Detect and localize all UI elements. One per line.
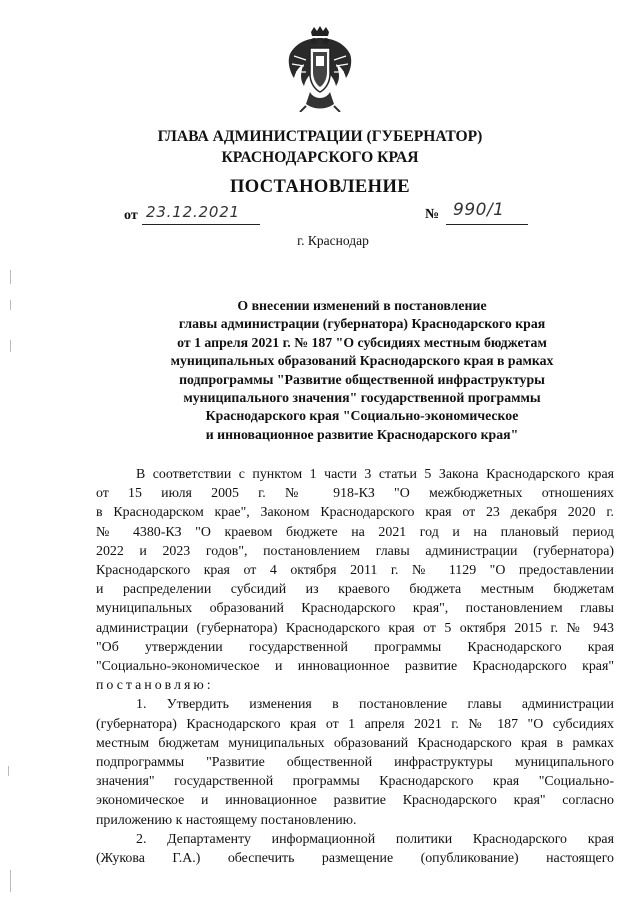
scan-mark	[10, 300, 11, 310]
title-line: муниципального значения" государственной программы	[183, 390, 541, 406]
title-line: муниципальных образований Краснодарского края в рамках	[170, 353, 554, 369]
body-line: муниципальных образований Краснодарского края", постановлением главы	[96, 601, 614, 617]
number-value: 990/1	[453, 200, 505, 220]
body-line: и распределении субсидий из краевого бюджета местным бюджетам	[96, 582, 614, 598]
document-type: ПОСТАНОВЛЕНИЕ	[229, 177, 410, 197]
body-line: значения" государственной программы Краснодарского края "Социально-	[96, 774, 614, 790]
body-line: (Жукова Г.А.) обеспечить размещение (опубликование) настоящего	[96, 851, 614, 867]
body-line: приложению к настоящему постановлению.	[96, 812, 357, 828]
scan-mark	[10, 270, 11, 284]
body-line: "Об утверждении государственной программы Краснодарского края	[96, 639, 614, 655]
authority-line-1: ГЛАВА АДМИНИСТРАЦИИ (ГУБЕРНАТОР)	[157, 128, 483, 145]
body-line: в Краснодарском крае", Законом Краснодарского края от 23 декабря 2020 г.	[96, 505, 614, 521]
scan-mark	[8, 766, 9, 776]
date-label: от	[124, 208, 138, 223]
document-title	[140, 297, 584, 444]
body-line: В соответствии с пунктом 1 части 3 статьи 5 Закона Краснодарского края	[136, 467, 614, 482]
body-line: местным бюджетам муниципальных образований Краснодарского края в рамках	[96, 735, 614, 751]
body-line: Краснодарского края от 4 октября 2011 г. № 1129 "О предоставлении	[96, 563, 614, 579]
title-line: Краснодарского края "Социально-экономическое	[205, 408, 519, 424]
title-line: и инновационное развитие Краснодарского края"	[205, 426, 519, 442]
number-underline	[446, 224, 528, 225]
body-line: 2. Департаменту информационной политики Краснодарского края	[136, 831, 614, 847]
body-line: № 4380-КЗ "О краевом бюджете на 2021 год и на плановый период	[96, 524, 614, 540]
scan-mark	[10, 340, 11, 352]
document-body	[96, 465, 614, 868]
city: г. Краснодар	[297, 233, 369, 248]
date-value: 23.12.2021	[146, 203, 240, 221]
resolution-word: постановляю:	[96, 678, 214, 694]
body-line: 1. Утвердить изменения в постановление главы администрации	[136, 697, 614, 713]
title-line: О внесении изменений в постановление	[237, 298, 487, 313]
body-line: от 15 июля 2005 г. № 918-КЗ "О межбюджетных отношениях	[96, 486, 614, 502]
authority-line-2: КРАСНОДАРСКОГО КРАЯ	[221, 149, 419, 166]
title-line: от 1 апреля 2021 г. № 187 "О субсидиях местным бюджетам	[177, 334, 547, 350]
title-line: главы администрации (губернатора) Краснодарского края	[178, 316, 546, 332]
title-line: подпрограммы "Развитие общественной инфраструктуры	[179, 371, 545, 387]
body-line: 2022 и 2023 годов", постановлением главы администрации (губернатора)	[96, 543, 614, 559]
body-line: администрации (губернатора) Краснодарского края от 5 октября 2015 г. № 943	[96, 620, 614, 636]
body-line: (губернатора) Краснодарского края от 1 апреля 2021 г. № 187 "О субсидиях	[96, 716, 614, 732]
body-line: экономическое и инновационное развитие Краснодарского края" согласно	[96, 793, 614, 809]
coat-of-arms-icon	[284, 26, 356, 112]
issuing-authority	[0, 126, 640, 168]
date-underline	[142, 224, 260, 225]
scan-mark	[10, 870, 11, 892]
number-label: №	[425, 207, 440, 222]
body-line: подпрограммы "Развитие общественной инфраструктуры муниципального	[96, 755, 614, 771]
body-line: "Социально-экономическое и инновационное развитие Краснодарского края"	[96, 659, 614, 675]
